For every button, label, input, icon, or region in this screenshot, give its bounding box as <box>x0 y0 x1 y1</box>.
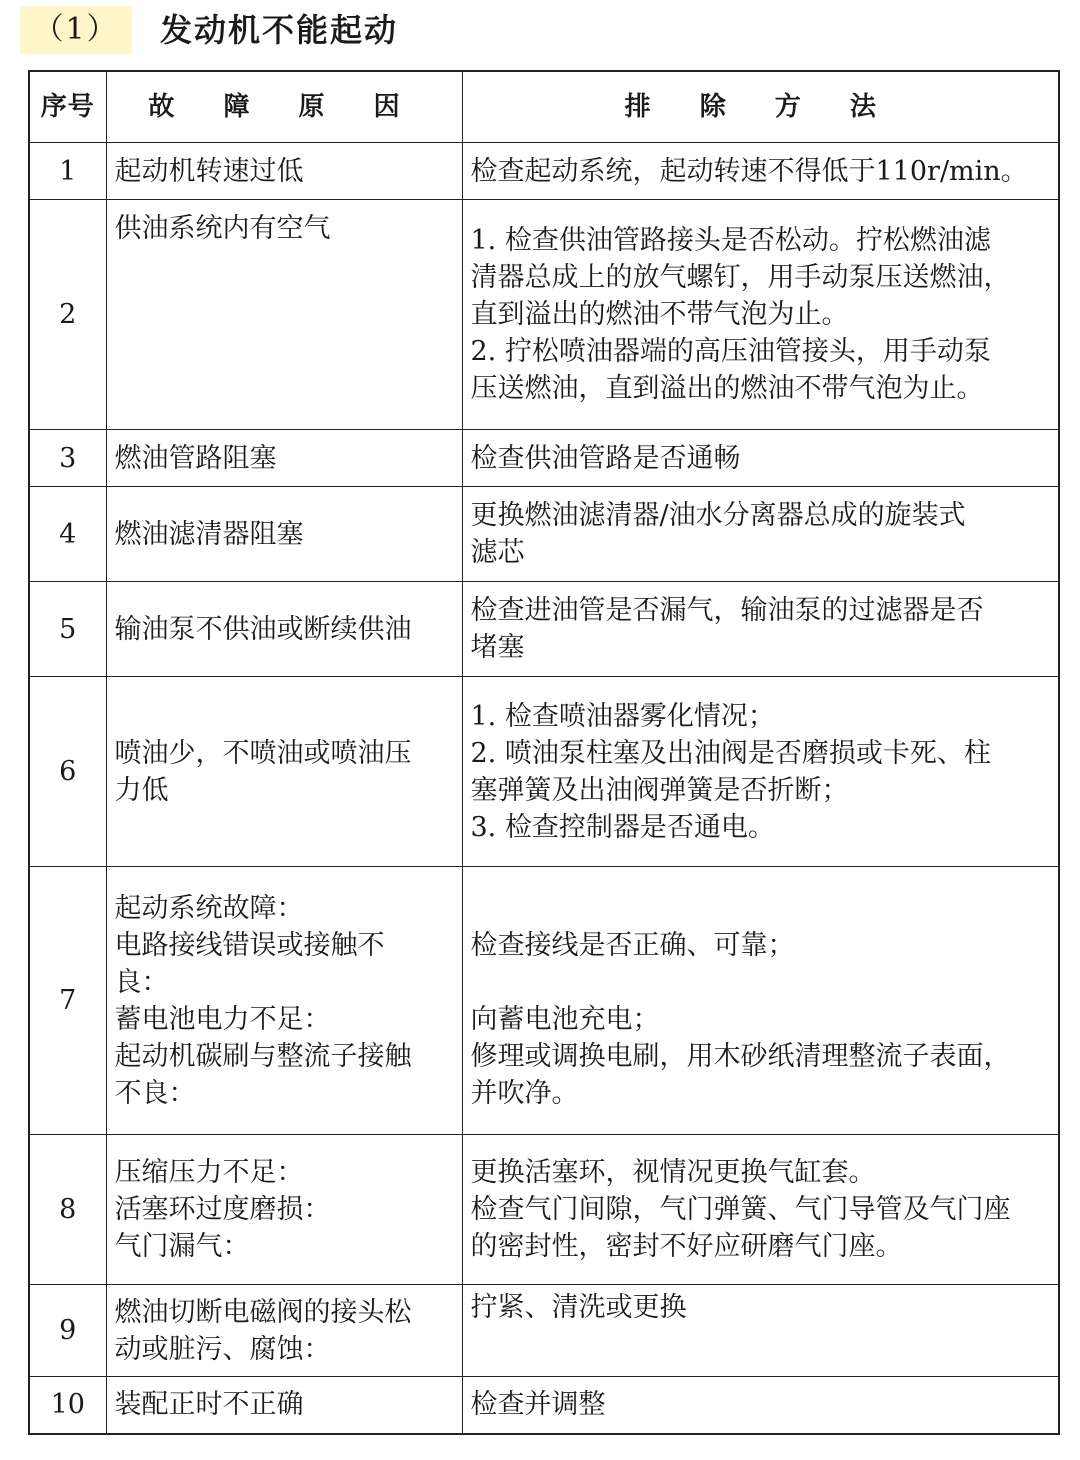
remedy-line: 并吹净。 <box>470 1077 579 1109</box>
remedy <box>462 430 1059 487</box>
cause-line: 压缩压力不足： <box>114 1157 304 1188</box>
remedy-line: 清器总成上的放气螺钉，用手动泵压送燃油， <box>470 262 1011 293</box>
section-header <box>0 0 1080 64</box>
remedy <box>462 1135 1059 1285</box>
remedy <box>462 582 1059 677</box>
cause-line: 气门漏气： <box>114 1231 250 1262</box>
fault-cause <box>106 677 462 867</box>
cause-line: 动或脏污、腐蚀： <box>114 1333 331 1365</box>
cause-line: 起动系统故障： <box>114 892 304 924</box>
table-header-row <box>29 71 1059 143</box>
remedy <box>462 677 1059 867</box>
cause-line: 起动机碳刷与整流子接触 <box>114 1040 412 1072</box>
remedy-line: 更换燃油滤清器/油水分离器总成的旋装式 <box>470 500 966 531</box>
fault-cause <box>106 867 462 1135</box>
column-header-cause: 故 障 原 因 <box>106 71 462 143</box>
remedy-line: 滤芯 <box>470 537 525 568</box>
remedy-line: 的密封性，密封不好应研磨气门座。 <box>470 1231 903 1262</box>
cause-line: 力低 <box>114 774 169 806</box>
remedy-line: 修理或调换电刷，用木砂纸清理整流子表面， <box>470 1040 1011 1072</box>
remedy <box>462 143 1059 200</box>
cause-line: 输油泵不供油或断续供油 <box>114 613 412 645</box>
fault-cause <box>106 1285 462 1377</box>
remedy-line: 1. 检查供油管路接头是否松动。拧松燃油滤 <box>470 225 991 256</box>
row-number: 5 <box>29 582 106 677</box>
remedy-line: 更换活塞环，视情况更换气缸套。 <box>470 1157 876 1188</box>
cause-line: 燃油管路阻塞 <box>114 442 277 474</box>
remedy-line: 检查气门间隙，气门弹簧、气门导管及气门座 <box>470 1194 1011 1225</box>
troubleshooting-table <box>28 70 1060 1435</box>
fault-cause <box>106 200 462 430</box>
fault-cause <box>106 430 462 487</box>
cause-line: 起动机转速过低 <box>114 155 304 187</box>
fault-cause <box>106 582 462 677</box>
table-row <box>29 1285 1059 1377</box>
cause-line: 蓄电池电力不足： <box>114 1003 331 1035</box>
table-row <box>29 1377 1059 1434</box>
table-row <box>29 867 1059 1135</box>
troubleshooting-table-wrapper <box>28 70 1058 1435</box>
cause-line: 活塞环过度磨损： <box>114 1194 331 1225</box>
column-header-fix: 排 除 方 法 <box>462 71 1059 143</box>
remedy-line: 2. 喷油泵柱塞及出油阀是否磨损或卡死、柱 <box>470 737 991 769</box>
section-number: （1） <box>20 6 132 54</box>
cause-line: 电路接线错误或接触不 <box>114 929 385 961</box>
fault-cause <box>106 1377 462 1434</box>
row-number: 6 <box>29 677 106 867</box>
cause-line: 燃油切断电磁阀的接头松 <box>114 1296 412 1328</box>
cause-line: 燃油滤清器阻塞 <box>114 518 304 550</box>
row-number: 2 <box>29 200 106 430</box>
remedy-line: 压送燃油，直到溢出的燃油不带气泡为止。 <box>470 373 984 404</box>
remedy <box>462 487 1059 582</box>
table-row <box>29 200 1059 430</box>
remedy-line: 塞弹簧及出油阀弹簧是否折断； <box>470 774 849 806</box>
remedy-spacer <box>471 890 1051 927</box>
table-row <box>29 430 1059 487</box>
remedy-line: 检查并调整 <box>470 1389 606 1421</box>
fault-cause <box>106 143 462 200</box>
row-number: 1 <box>29 143 106 200</box>
remedy-line: 拧紧、清洗或更换 <box>470 1292 687 1323</box>
remedy-line: 检查供油管路是否通畅 <box>470 442 741 474</box>
row-number: 3 <box>29 430 106 487</box>
remedy-line: 3. 检查控制器是否通电。 <box>470 811 775 843</box>
remedy-line: 向蓄电池充电； <box>470 1003 660 1035</box>
cause-line: 喷油少，不喷油或喷油压 <box>114 737 412 769</box>
section-title: 发动机不能起动 <box>160 11 399 49</box>
remedy-line: 检查起动系统，起动转速不得低于110r/min。 <box>470 155 1028 187</box>
remedy <box>462 200 1059 430</box>
remedy <box>462 1285 1059 1377</box>
cause-line: 良： <box>114 966 169 998</box>
row-number: 4 <box>29 487 106 582</box>
cause-line: 供油系统内有空气 <box>114 213 331 244</box>
table-row <box>29 143 1059 200</box>
remedy <box>462 867 1059 1135</box>
row-number: 9 <box>29 1285 106 1377</box>
remedy-line: 堵塞 <box>470 632 525 663</box>
row-number: 10 <box>29 1377 106 1434</box>
fault-cause <box>106 487 462 582</box>
remedy-line: 1. 检查喷油器雾化情况； <box>470 700 775 732</box>
cause-line: 装配正时不正确 <box>114 1389 304 1421</box>
column-header-no: 序号 <box>29 71 106 143</box>
table-row <box>29 582 1059 677</box>
table-row <box>29 677 1059 867</box>
table-row <box>29 1135 1059 1285</box>
remedy-spacer <box>471 964 1051 1001</box>
remedy-line: 2. 拧松喷油器端的高压油管接头，用手动泵 <box>470 336 991 367</box>
remedy-line: 检查进油管是否漏气，输油泵的过滤器是否 <box>470 595 984 626</box>
row-number: 8 <box>29 1135 106 1285</box>
remedy-line: 检查接线是否正确、可靠； <box>470 929 795 961</box>
cause-line: 不良： <box>114 1077 196 1109</box>
row-number: 7 <box>29 867 106 1135</box>
remedy <box>462 1377 1059 1434</box>
remedy-line: 直到溢出的燃油不带气泡为止。 <box>470 299 849 330</box>
table-row <box>29 487 1059 582</box>
fault-cause <box>106 1135 462 1285</box>
